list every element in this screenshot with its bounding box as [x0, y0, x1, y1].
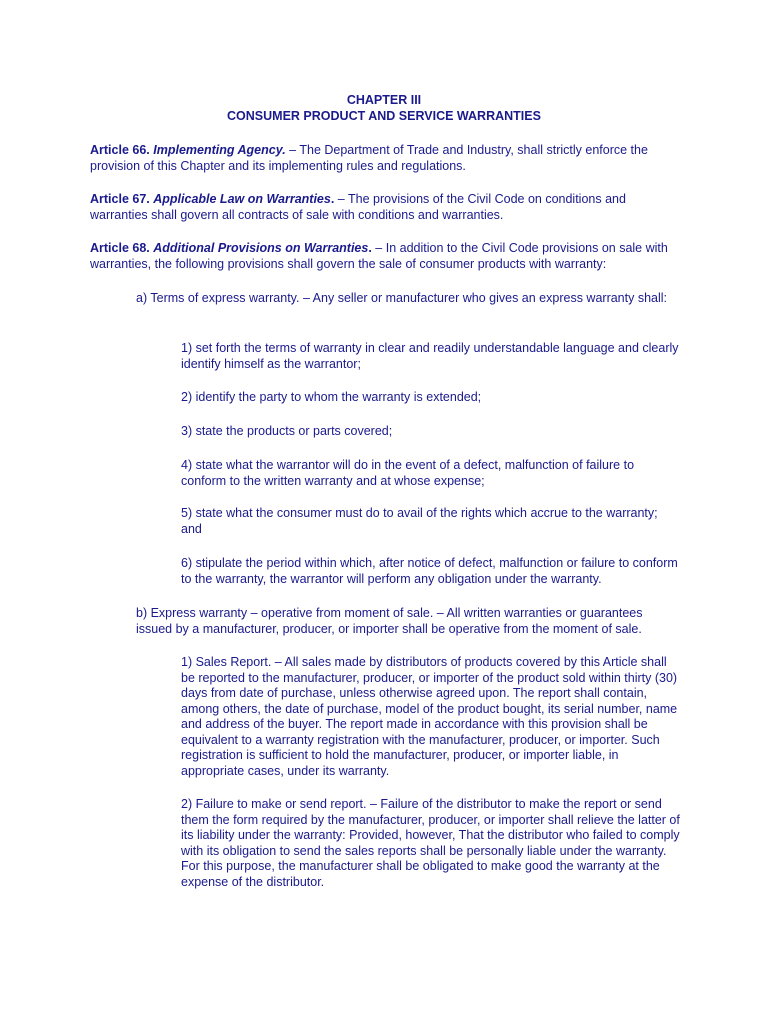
section-a-item-4: 4) state what the warrantor will do in the event of a defect, malfunction of failure to conform to the written warranty and at whose expense; [181, 458, 635, 488]
section-b-item-1: 1) Sales Report. – All sales made by distributors of products covered by this Article shall be reported to the manufacturer, producer, or importer of the product sold within thirty (30) days from date of purchase, unless otherwise agreed upon. The report shall contain, among others, the date of purchase, model of the product bought, its serial number, name and address of the buyer. The report made in accordance with this provision shall be equivalent to a warranty registration with the manufacturer, producer, or importer. Such registration is sufficient to hold the manufacturer, producer, or importer liable, in appropriate cases, under its warranty. [181, 655, 678, 778]
article-label: Article 66. [90, 143, 150, 157]
section-a-item-3: 3) state the products or parts covered; [181, 424, 393, 438]
section-b-intro: b) Express warranty – operative from moment of sale. – All written warranties or guarantees issued by a manufacturer, producer, or importer shall be operative from the moment of sale. [136, 606, 643, 636]
article-68: Article 68. Additional Provisions on Warranties. – In addition to the Civil Code provisions on sale with warranties, the following provisions shall govern the sale of consumer products with warranty: [90, 241, 668, 271]
article-text: – The provisions of the Civil Code on conditions and warranties shall govern all contracts of sale with conditions and warranties. [90, 192, 626, 222]
article-heading: Implementing Agency. [153, 143, 286, 157]
article-text: – The Department of Trade and Industry, shall strictly enforce the provision of this Chapter and its implementing rules and regulations. [90, 143, 648, 173]
article-label: Article 67. [90, 192, 150, 206]
article-heading: Applicable Law on Warranties [153, 192, 331, 206]
section-a-intro: a) Terms of express warranty. – Any seller or manufacturer who gives an express warranty shall: [136, 291, 668, 305]
article-text: – In addition to the Civil Code provisions on sale with warranties, the following provisions shall govern the sale of consumer products with warranty: [90, 241, 668, 271]
article-67: Article 67. Applicable Law on Warranties. – The provisions of the Civil Code on conditions and warranties shall govern all contracts of sale with conditions and warranties. [90, 192, 626, 222]
chapter-number: CHAPTER III [346, 93, 422, 107]
chapter-title: CONSUMER PRODUCT AND SERVICE WARRANTIES [227, 109, 541, 123]
article-heading: Additional Provisions on Warranties [153, 241, 369, 255]
article-66 [90, 142, 670, 174]
section-b-item-2: 2) Failure to make or send report. – Failure of the distributor to make the report or send them the form required by the manufacturer, producer, or importer shall relieve the latter of its liability under the warranty: Provided, however, That the distributor who failed to comply with its obligation to send the sales reports shall be personally liable under the warranty. For this purpose, the manufacturer shall be obligated to make good the warranty at the expense of the distributor. [181, 797, 680, 889]
section-a-item-5: 5) state what the consumer must do to avail of the rights which accrue to the warranty; and [181, 506, 658, 536]
article-label: Article 68. [90, 241, 150, 255]
section-a-item-6: 6) stipulate the period within which, after notice of defect, malfunction or failure to conform to the warranty, the warrantor will perform any obligation under the warranty. [181, 556, 678, 586]
section-a-item-1: 1) set forth the terms of warranty in clear and readily understandable language and clearly identify himself as the warrantor; [181, 341, 679, 371]
section-a-item-2: 2) identify the party to whom the warranty is extended; [181, 390, 482, 404]
